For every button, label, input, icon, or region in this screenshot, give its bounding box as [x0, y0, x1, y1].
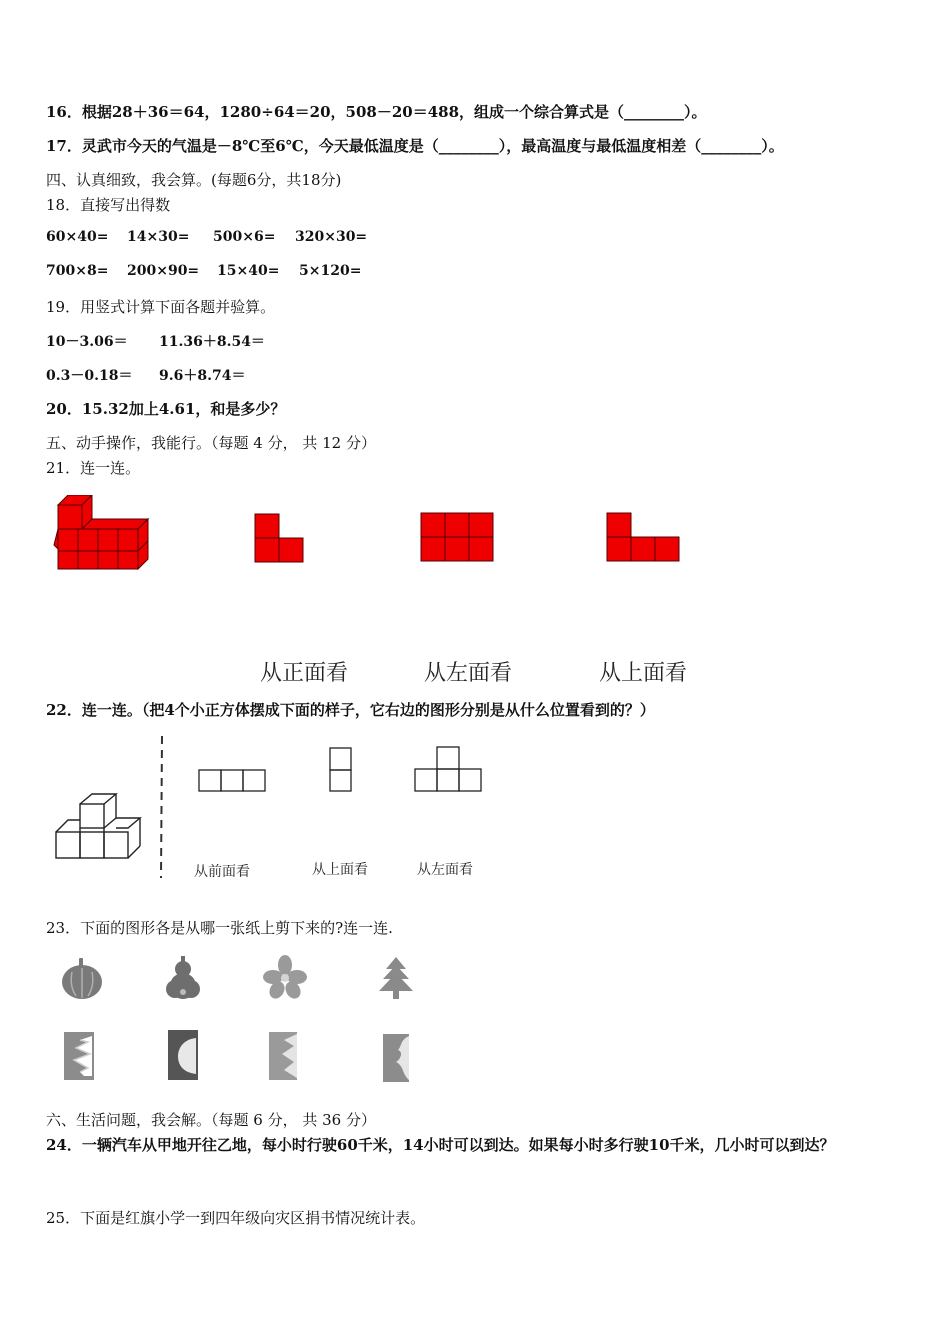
apple-icon: [58, 956, 106, 1002]
q21-cube-stack-figure: [50, 495, 160, 575]
calc-item: 500×6=: [213, 229, 276, 245]
paper-e-cutout-icon: [60, 1030, 98, 1082]
q18-row-1: [46, 229, 367, 245]
q21-label-front: 从正面看: [260, 661, 349, 686]
q22-stepped-squares: [413, 745, 485, 795]
calc-item: 0.3－0.18＝: [46, 368, 133, 384]
q22-three-squares-row: [197, 768, 267, 794]
question-21: 21．连一连。: [46, 459, 141, 477]
question-24: 24．一辆汽车从甲地开往乙地，每小时行驶60千米，14小时可以到达。如果每小时多行驶10千米，几小时可以到达？: [46, 1136, 835, 1154]
q22-two-squares-column: [328, 746, 354, 794]
question-25: 25．下面是红旗小学一到四年级向灾区捐书情况统计表。: [46, 1209, 426, 1227]
gourd-icon: [163, 956, 203, 1002]
q21-label-left: 从左面看: [424, 661, 513, 686]
calc-item: 9.6＋8.74＝: [159, 368, 246, 384]
question-20: 20．15.32加上4.61，和是多少？: [46, 400, 286, 418]
section-6-heading: 六、生活问题，我会解。（每题 6 分， 共 36 分）: [46, 1111, 376, 1129]
q21-label-top: 从上面看: [599, 661, 688, 686]
section-5-heading: 五、动手操作，我能行。（每题 4 分， 共 12 分）: [46, 434, 376, 452]
calc-item: 11.36＋8.54＝: [159, 334, 265, 350]
paper-zigzag-cutout-icon: [266, 1030, 302, 1082]
paper-c-cutout-icon: [166, 1028, 200, 1082]
calc-item: 60×40=: [46, 229, 109, 245]
calc-item: 5×120=: [299, 263, 362, 279]
paper-tree-cutout-icon: [380, 1032, 414, 1084]
q21-long-l-view: [604, 510, 682, 564]
q22-label-top: 从上面看: [312, 862, 368, 878]
question-22: 22．连一连。（把4个小正方体摆成下面的样子，它右边的图形分别是从什么位置看到的？）: [46, 701, 655, 719]
pine-tree-icon: [376, 955, 416, 1001]
q19-row-2: [46, 365, 245, 385]
q22-dashed-divider: [157, 736, 167, 880]
calc-item: 700×8=: [46, 263, 109, 279]
calc-item: 14×30=: [127, 229, 190, 245]
q18-row-2: [46, 263, 361, 279]
calc-item: 15×40=: [217, 263, 280, 279]
question-23: 23．下面的图形各是从哪一张纸上剪下来的?连一连.: [46, 919, 393, 937]
q22-label-front: 从前面看: [194, 864, 250, 880]
calc-item: 320×30=: [295, 229, 368, 245]
question-17: 17．灵武市今天的气温是－8℃至6℃，今天最低温度是（________），最高温度与最低温度相差（________）。: [46, 137, 784, 155]
calc-item: 200×90=: [127, 263, 200, 279]
calc-item: 10－3.06＝: [46, 334, 128, 350]
q22-cube-arrangement-figure: [50, 790, 150, 862]
question-16: 16．根据28＋36＝64，1280÷64＝20，508－20＝488，组成一个综合算式是（________）。: [46, 103, 707, 121]
question-18: 18．直接写出得数: [46, 196, 171, 214]
flower-icon: [262, 955, 308, 999]
q19-row-1: [46, 331, 265, 351]
question-19: 19．用竖式计算下面各题并验算。: [46, 298, 276, 316]
q21-l-shape-view: [253, 512, 307, 566]
q21-rectangle-view: [418, 510, 496, 564]
q22-label-left: 从左面看: [417, 862, 473, 878]
section-4-heading: 四、认真细致，我会算。(每题6分，共18分): [46, 171, 342, 189]
